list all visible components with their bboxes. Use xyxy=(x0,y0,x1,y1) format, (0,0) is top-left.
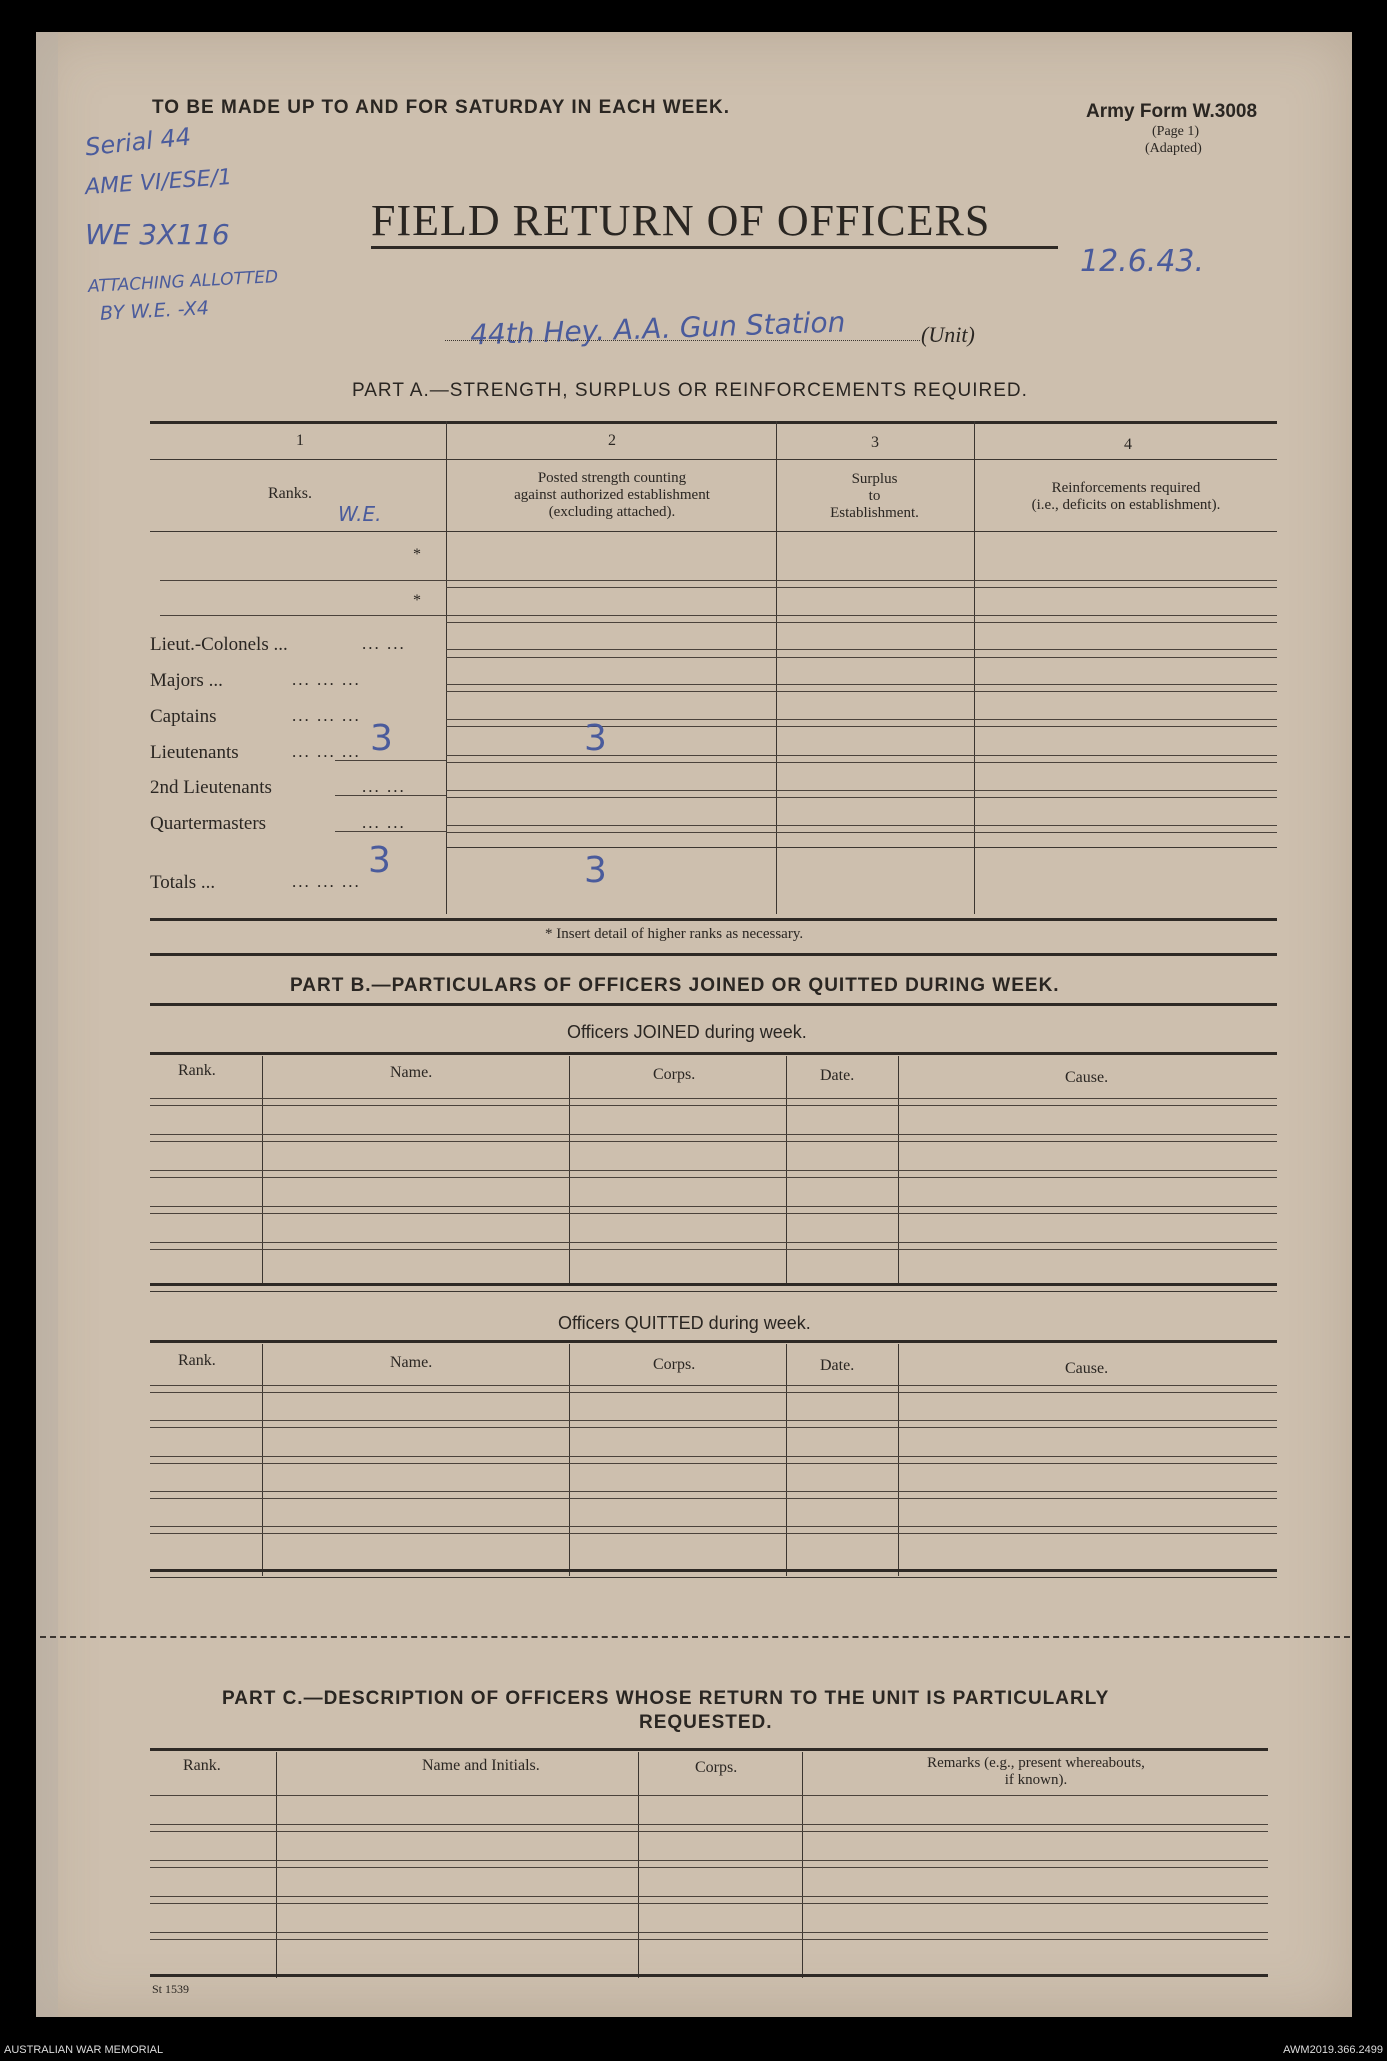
joined-row-line xyxy=(150,1141,1277,1142)
part-c-title-1: PART C.—DESCRIPTION OF OFFICERS WHOSE RETURN TO THE UNIT IS PARTICULARLY xyxy=(222,1688,1110,1709)
totals-col2-value: 3 xyxy=(584,850,607,891)
handwritten-serial: Serial 44 xyxy=(83,122,193,162)
rank-col-line xyxy=(335,795,446,796)
archive-caption-bar xyxy=(0,2041,1387,2061)
rank-label-lieutenants: Lieutenants xyxy=(150,742,239,763)
col-number-1: 1 xyxy=(296,432,304,449)
totals-top-rule xyxy=(446,847,1277,848)
col-number-3: 3 xyxy=(871,434,879,451)
quitted-row-line xyxy=(150,1526,1277,1527)
part-c-row-line xyxy=(150,1824,1268,1825)
joined-col-name: Name. xyxy=(390,1064,433,1081)
quitted-col-divider xyxy=(262,1344,263,1576)
joined-col-cause: Cause. xyxy=(1065,1069,1109,1086)
part-a-top-rule xyxy=(150,421,1277,424)
part-a-footnote: * Insert detail of higher ranks as necessary. xyxy=(545,926,804,942)
unit-line xyxy=(445,340,920,341)
part-a-bottom-rule xyxy=(150,918,1277,921)
part-c-row-line xyxy=(150,1831,1268,1832)
part-a-col-divider-3 xyxy=(974,421,975,914)
part-a-row-line xyxy=(446,649,1277,650)
asterisk-row-2: * xyxy=(413,592,421,609)
quitted-col-divider xyxy=(786,1344,787,1576)
quitted-row-line xyxy=(150,1456,1277,1457)
part-a-row-line xyxy=(446,790,1277,791)
instruction-text: TO BE MADE UP TO AND FOR SATURDAY IN EACH WEEK. xyxy=(152,97,730,118)
part-c-row-line xyxy=(150,1867,1268,1868)
col-number-rule xyxy=(150,459,1277,460)
joined-row-line xyxy=(150,1213,1277,1214)
part-a-row-line xyxy=(446,657,1277,658)
quitted-col-divider xyxy=(898,1344,899,1576)
part-a-row-line xyxy=(446,615,1277,616)
rank-dots: ... ... xyxy=(362,777,406,796)
joined-row-line xyxy=(150,1177,1277,1178)
quitted-title: Officers QUITTED during week. xyxy=(558,1313,811,1333)
quitted-row-line xyxy=(150,1498,1277,1499)
form-page: (Page 1) xyxy=(1152,124,1200,139)
header-bottom-rule xyxy=(150,531,1277,532)
part-c-row-line xyxy=(150,1896,1268,1897)
part-a-row-line xyxy=(446,691,1277,692)
part-a-row-line xyxy=(446,797,1277,798)
page-title: FIELD RETURN OF OFFICERS xyxy=(371,196,991,245)
asterisk-row-1: * xyxy=(413,546,421,563)
asterisk-line-1 xyxy=(160,580,446,581)
totals-label: Totals ... xyxy=(150,872,216,893)
rank-label-lieut-colonels: Lieut.-Colonels ... xyxy=(150,634,288,655)
surplus-header: Surplus to Establishment. xyxy=(830,471,919,521)
handwritten-unit: 44th Hey. A.A. Gun Station xyxy=(469,305,846,352)
handwritten-ame: AME VI/ESE/1 xyxy=(84,164,233,201)
part-a-row-line xyxy=(446,755,1277,756)
rank-dots: ... ... ... xyxy=(292,742,361,761)
joined-row-line xyxy=(150,1105,1277,1106)
part-c-row-line xyxy=(150,1932,1268,1933)
part-a-row-line xyxy=(446,719,1277,720)
lieutenants-col1-value: 3 xyxy=(370,718,393,759)
unit-label: (Unit) xyxy=(921,322,975,347)
part-c-row-line xyxy=(150,1795,1268,1796)
quitted-col-rank: Rank. xyxy=(178,1352,216,1369)
part-a-title: PART A.—STRENGTH, SURPLUS OR REINFORCEMENTS REQUIRED. xyxy=(352,380,1028,401)
joined-col-date: Date. xyxy=(820,1067,855,1084)
reinforcements-header: Reinforcements required (i.e., deficits on establishment). xyxy=(1031,480,1221,513)
joined-title: Officers JOINED during week. xyxy=(567,1022,807,1042)
rank-label-quartermasters: Quartermasters xyxy=(150,813,267,834)
col-number-4: 4 xyxy=(1124,436,1132,453)
paper-edge-strip xyxy=(36,32,58,2017)
perforation-line xyxy=(40,1636,1350,1638)
rank-dots: ... ... xyxy=(362,813,406,832)
quitted-col-divider xyxy=(569,1344,570,1576)
quitted-col-cause: Cause. xyxy=(1065,1360,1109,1377)
rank-dots: ... ... ... xyxy=(292,670,361,689)
rank-label-2nd-lieutenants: 2nd Lieutenants xyxy=(150,777,272,798)
handwritten-attaching: ATTACHING ALLOTTED xyxy=(87,267,279,297)
archive-caption-right: AWM2019.366.2499 xyxy=(1283,2044,1383,2056)
col-number-2: 2 xyxy=(608,432,616,449)
handwritten-by-we: BY W.E. -X4 xyxy=(99,297,210,325)
quitted-col-corps: Corps. xyxy=(653,1356,696,1373)
part-c-col-divider xyxy=(638,1752,639,1978)
part-c-row-line xyxy=(150,1939,1268,1940)
part-c-col-divider xyxy=(802,1752,803,1978)
joined-row-line xyxy=(150,1134,1277,1135)
form-adapted: (Adapted) xyxy=(1145,141,1202,156)
quitted-row-line xyxy=(150,1420,1277,1421)
quitted-row-line xyxy=(150,1491,1277,1492)
form-code: St 1539 xyxy=(152,1982,190,1996)
rank-col-line xyxy=(335,760,446,761)
part-c-top-rule xyxy=(150,1748,1268,1751)
quitted-row-line xyxy=(150,1392,1277,1393)
asterisk-line-2 xyxy=(160,615,446,616)
part-c-col-divider xyxy=(276,1752,277,1978)
part-c-col-corps: Corps. xyxy=(695,1759,738,1776)
rank-dots: ... ... xyxy=(362,634,406,653)
joined-row-line xyxy=(150,1249,1277,1250)
form-name: Army Form W.3008 xyxy=(1086,101,1258,122)
joined-row-line xyxy=(150,1242,1277,1243)
part-c-col-rank: Rank. xyxy=(183,1757,221,1774)
part-c-row-line xyxy=(150,1860,1268,1861)
part-a-row-line xyxy=(446,684,1277,685)
joined-top-rule xyxy=(150,1052,1277,1055)
joined-bottom-rule-2 xyxy=(150,1291,1277,1292)
rank-col-line xyxy=(335,831,446,832)
quitted-col-date: Date. xyxy=(820,1357,855,1374)
title-underline xyxy=(371,246,1058,249)
handwritten-we: WE 3X116 xyxy=(85,218,230,251)
part-c-col-name: Name and Initials. xyxy=(422,1757,540,1774)
ranks-hand-note: W.E. xyxy=(338,502,382,526)
quitted-row-line xyxy=(150,1385,1277,1386)
part-a-col-divider-2 xyxy=(776,421,777,914)
joined-row-line xyxy=(150,1098,1277,1099)
joined-col-corps: Corps. xyxy=(653,1066,696,1083)
rank-label-majors: Majors ... xyxy=(150,670,223,691)
quitted-row-line xyxy=(150,1533,1277,1534)
ranks-header: Ranks. xyxy=(268,485,312,502)
part-a-row-line xyxy=(446,762,1277,763)
part-c-row-line xyxy=(150,1903,1268,1904)
quitted-top-rule xyxy=(150,1340,1277,1343)
lieutenants-col2-value: 3 xyxy=(584,718,607,759)
quitted-col-name: Name. xyxy=(390,1354,433,1371)
part-a-row-line xyxy=(446,580,1277,581)
posted-header: Posted strength counting against authorized establishment (excluding attached). xyxy=(514,470,710,520)
rank-label-captains: Captains xyxy=(150,706,217,727)
part-c-bottom-rule xyxy=(150,1974,1268,1977)
part-a-row-line xyxy=(446,832,1277,833)
totals-col1-value: 3 xyxy=(368,840,391,881)
quitted-row-line xyxy=(150,1427,1277,1428)
part-a-col-divider-1 xyxy=(446,421,447,914)
joined-bottom-rule xyxy=(150,1283,1277,1286)
joined-row-line xyxy=(150,1170,1277,1171)
part-a-footnote-rule xyxy=(150,953,1277,956)
part-c-title-2: REQUESTED. xyxy=(639,1712,773,1733)
part-c-col-remarks: Remarks (e.g., present whereabouts, if known). xyxy=(927,1755,1145,1788)
quitted-bottom-rule xyxy=(150,1569,1277,1572)
archive-caption-left: AUSTRALIAN WAR MEMORIAL xyxy=(4,2044,164,2056)
part-a-row-line xyxy=(446,726,1277,727)
joined-col-rank: Rank. xyxy=(178,1062,216,1079)
joined-row-line xyxy=(150,1206,1277,1207)
rank-dots: ... ... ... xyxy=(292,706,361,725)
quitted-row-line xyxy=(150,1463,1277,1464)
part-a-row-line xyxy=(446,587,1277,588)
quitted-bottom-rule-2 xyxy=(150,1577,1277,1578)
part-b-title: PART B.—PARTICULARS OF OFFICERS JOINED OR QUITTED DURING WEEK. xyxy=(290,975,1060,996)
handwritten-date: 12.6.43. xyxy=(1080,244,1205,279)
part-a-row-line xyxy=(446,825,1277,826)
part-b-top-rule xyxy=(150,1003,1277,1006)
part-a-row-line xyxy=(446,622,1277,623)
totals-dots: ... ... ... xyxy=(292,872,361,891)
